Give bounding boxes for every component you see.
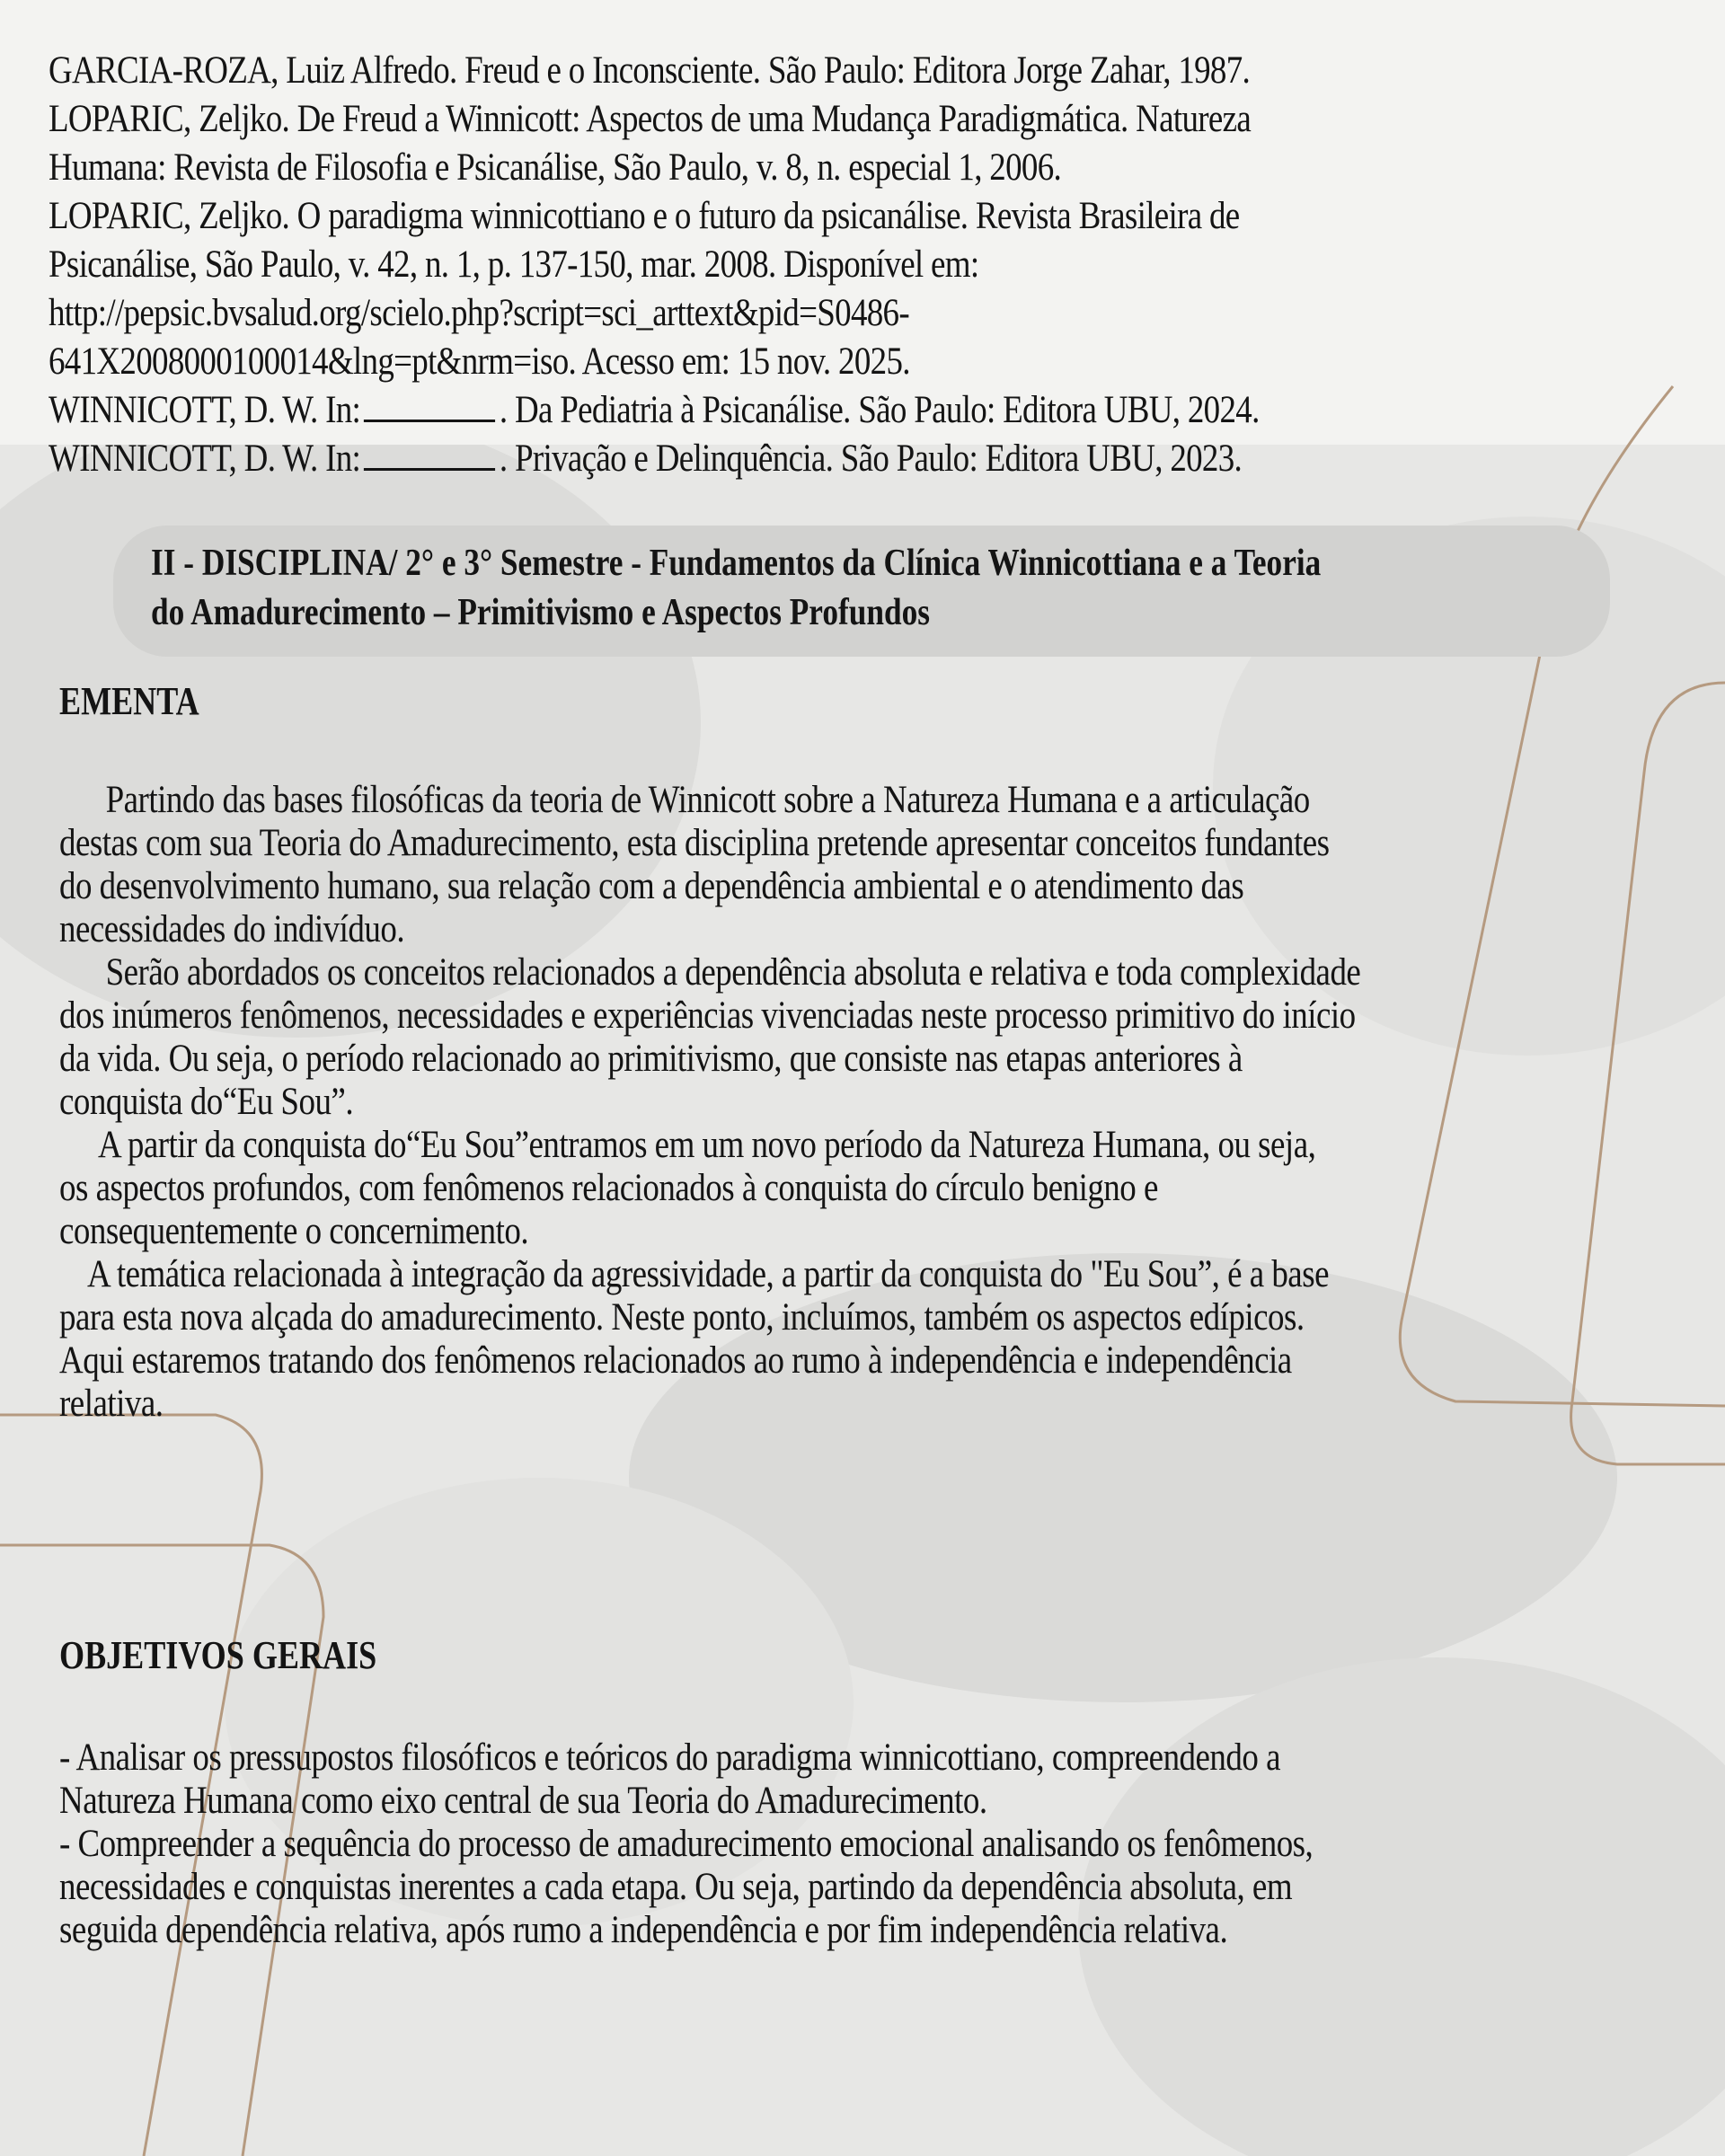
paragraph-line: do desenvolvimento humano, sua relação com a dependência ambiental e o atendimento das [59, 865, 1244, 907]
reference-line: Humana: Revista de Filosofia e Psicanálise, São Paulo, v. 8, n. especial 1, 2006. [49, 146, 1062, 189]
blank-underline [364, 389, 495, 422]
references-list [49, 47, 1684, 483]
paragraph-line: relativa. [59, 1383, 164, 1425]
discipline-title [151, 539, 1434, 638]
reference-line: GARCIA-ROZA, Luiz Alfredo. Freud e o Inconsciente. São Paulo: Editora Jorge Zahar, 1987. [49, 49, 1251, 92]
list-item-line: necessidades e conquistas inerentes a cada etapa. Ou seja, partindo da dependência absoluta, em [59, 1866, 1293, 1908]
paragraph-line: Serão abordados os conceitos relacionados a dependência absoluta e relativa e toda complexidade [105, 951, 1361, 994]
paragraph-line: Aqui estaremos tratando dos fenômenos relacionados ao rumo à independência e independência [59, 1339, 1292, 1382]
reference-title: . Privação e Delinquência. São Paulo: Editora UBU, 2023. [499, 437, 1243, 480]
reference-line: Psicanálise, São Paulo, v. 42, n. 1, p. 137-150, mar. 2008. Disponível em: [49, 243, 979, 286]
reference-line [49, 386, 1455, 435]
paragraph-line: dos inúmeros fenômenos, necessidades e experiências vivenciadas neste processo primitivo do início [59, 994, 1356, 1037]
paragraph-line: necessidades do indivíduo. [59, 908, 405, 950]
reference-line [49, 435, 1455, 483]
ementa-body [59, 779, 1721, 1426]
paragraph-line: para esta nova alçada do amadurecimento. Neste ponto, incluímos, também os aspectos edípicos. [59, 1296, 1305, 1339]
reference-line: LOPARIC, Zeljko. De Freud a Winnicott: Aspectos de uma Mudança Paradigmática. Natureza [49, 98, 1252, 140]
list-item-line: - Analisar os pressupostos filosóficos e teóricos do paradigma winnicottiano, compreendendo a [59, 1736, 1280, 1779]
objetivos-body [59, 1736, 1721, 1952]
reference-author: WINNICOTT, D. W. In: [49, 389, 361, 431]
paragraph-line: consequentemente o concernimento. [59, 1210, 529, 1252]
list-item-line: seguida dependência relativa, após rumo a independência e por fim independência relativa. [59, 1909, 1228, 1951]
reference-line: 641X2008000100014&lng=pt&nrm=iso. Acesso em: 15 nov. 2025. [49, 340, 910, 383]
paragraph-line: conquista do“Eu Sou”. [59, 1081, 354, 1123]
reference-link[interactable]: http://pepsic.bvsalud.org/scielo.php?script=sci_arttext&pid=S0486- [49, 292, 909, 334]
paragraph-line: Partindo das bases filosóficas da teoria de Winnicott sobre a Natureza Humana e a articulação [105, 779, 1310, 821]
discipline-title-line: do Amadurecimento – Primitivismo e Aspectos Profundos [151, 592, 930, 633]
discipline-title-line: II - DISCIPLINA/ 2° e 3° Semestre - Fundamentos da Clínica Winnicottiana e a Teoria [151, 543, 1322, 584]
objetivos-heading: OBJETIVOS GERAIS [59, 1633, 377, 1677]
paragraph-line: A temática relacionada à integração da agressividade, a partir da conquista do "Eu Sou”, é a base [86, 1253, 1329, 1295]
list-item-line: Natureza Humana como eixo central de sua Teoria do Amadurecimento. [59, 1780, 987, 1822]
paragraph-line: os aspectos profundos, com fenômenos relacionados à conquista do círculo benigno e [59, 1167, 1158, 1209]
blank-underline [364, 437, 495, 471]
paragraph-line: A partir da conquista do“Eu Sou”entramos em um novo período da Natureza Humana, ou seja, [98, 1124, 1316, 1166]
reference-title: . Da Pediatria à Psicanálise. São Paulo: Editora UBU, 2024. [499, 389, 1260, 431]
paragraph-line: destas com sua Teoria do Amadurecimento, esta disciplina pretende apresentar conceitos fundantes [59, 822, 1330, 864]
paragraph-line: da vida. Ou seja, o período relacionado ao primitivismo, que consiste nas etapas anteriores à [59, 1038, 1243, 1080]
list-item-line: - Compreender a sequência do processo de amadurecimento emocional analisando os fenômenos, [59, 1823, 1314, 1865]
reference-author: WINNICOTT, D. W. In: [49, 437, 361, 480]
ementa-heading: EMENTA [59, 679, 199, 723]
reference-line: LOPARIC, Zeljko. O paradigma winnicottiano e o futuro da psicanálise. Revista Brasileira de [49, 195, 1240, 237]
